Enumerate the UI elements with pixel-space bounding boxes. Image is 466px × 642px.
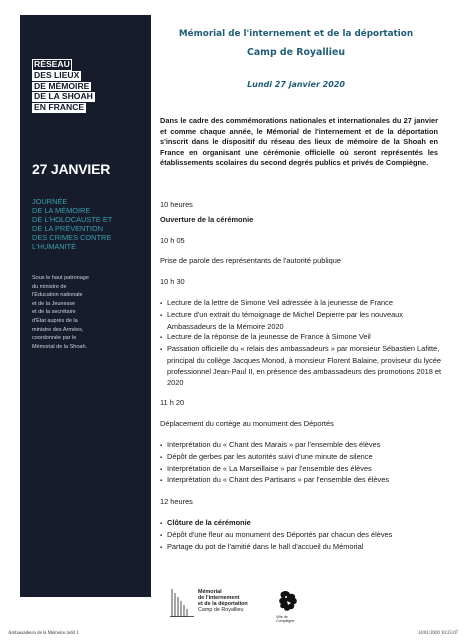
list-item: ▪ Interprétation du « Chant des Partisans » par l'ensemble des élèves — [160, 475, 450, 487]
compiegne-logo — [276, 589, 306, 627]
time-label: 10 heures — [160, 200, 193, 209]
time-label: 10 h 05 — [160, 235, 185, 245]
list-item: ▪ Dépôt d'une fleur au monument des Déportés par chacun des élèves — [160, 530, 450, 542]
program-item: Prise de parole des représentants de l'autorité publique — [160, 256, 341, 266]
list-item: ▪ Lecture de la réponse de la jeunesse de France à Simone Veil — [160, 332, 450, 344]
time-label: 11 h 20 — [160, 398, 185, 408]
list-item: ▪ Dépôt de gerbes par les autorités suivi d'une minute de silence — [160, 452, 450, 464]
page-subtitle: Camp de Royallieu — [246, 47, 346, 58]
event-date: Lundi 27 janvier 2020 — [247, 80, 345, 89]
memorial-lines-icon — [170, 589, 194, 617]
footer-file-name: Ambassadeurs de la Mémoire.indd 3 — [8, 631, 79, 636]
footer-timestamp: 14/01/2020 10:25:07 — [417, 631, 458, 636]
sidebar-journee: JOURNÉE DE LA MÉMOIRE DE L'HOLOCAUSTE ET DE LA PRÉVENTION DES CRIMES CONTRE L'HUMANITÉ — [32, 197, 113, 251]
sidebar-date: 27 JANVIER — [32, 161, 111, 177]
program-list — [160, 518, 450, 553]
time-label: 12 heures — [160, 497, 193, 507]
reseau-line: DE MÉMOIRE — [34, 80, 90, 91]
list-item: ▪ Clôture de la cérémonie — [160, 518, 450, 530]
memorial-logo-line: de l'internement — [198, 595, 240, 601]
intro-paragraph: Dans le cadre des commémorations nationales et internationales du 27 janvier et comme chaque année, le Mémorial de l'internement et de la déportation s'inscrit dans le dispositif du réseau des lieux de mémoire de la Shoah en France en organisant une cérémonie officielle où seront représentés les établissements scolaires du second degrés publics et privés de Compiègne. — [160, 116, 438, 168]
program-item: Ouverture de la cérémonie — [160, 214, 254, 224]
memorial-logo-sub: Camp de Royallieu — [198, 607, 244, 613]
memorial-logo — [170, 589, 270, 619]
list-item: ▪ Interprétation du « Chant des Marais » par l'ensemble des élèves — [160, 440, 450, 452]
list-item: ▪ Lecture d'un extrait du témoignage de Michel Depierre par les nouveaux Ambassadeurs de la Mémoire 2020 — [160, 310, 450, 333]
reseau-line: RÉSEAU — [34, 59, 70, 69]
reseau-line: DES LIEUX — [34, 69, 80, 80]
reseau-logo — [32, 59, 142, 114]
program-list — [160, 440, 450, 487]
list-item: ▪ Passation officielle du « relais des ambassadeurs » par monsieur Sébastien Lafitte, principal du collège Jacques Monod, à monsieur Florent Balaine, proviseur du lycée professionnel Jean-Paul II, en présence des ambassadeurs des promotions 2018 et 2020 — [160, 344, 450, 388]
list-item: ▪ Lecture de la lettre de Simone Veil adressée à la jeunesse de France — [160, 298, 450, 310]
sidebar-patronage: Sous le haut patronage du ministre de l'Éducation nationale et de la Jeunesse et de la secrétaire d'État auprès de la ministre des Armées, coordonnée par le Mémorial de la Shoah. — [32, 275, 89, 350]
memorial-logo-line: et de la déportation — [198, 601, 248, 607]
program — [160, 200, 450, 553]
memorial-logo-line: Mémorial — [198, 589, 222, 595]
program-item: Déplacement du cortège au monument des Déportés — [160, 419, 334, 429]
lion-crest-icon — [276, 589, 300, 613]
reseau-line: DE LA SHOAH — [34, 91, 93, 102]
list-item: ▪ Interprétation de « La Marseillaise » par l'ensemble des élèves — [160, 464, 450, 476]
program-list — [160, 298, 450, 388]
reseau-line: EN FRANCE — [34, 102, 85, 113]
list-item: ▪ Partage du pot de l'amitié dans le hall d'accueil du Mémorial — [160, 542, 450, 554]
compiegne-label: Ville de Compiègne — [276, 615, 295, 624]
time-label: 10 h 30 — [160, 277, 185, 287]
page-title: Mémorial de l'internement et de la déportation — [178, 29, 414, 39]
sidebar-panel — [20, 15, 151, 597]
